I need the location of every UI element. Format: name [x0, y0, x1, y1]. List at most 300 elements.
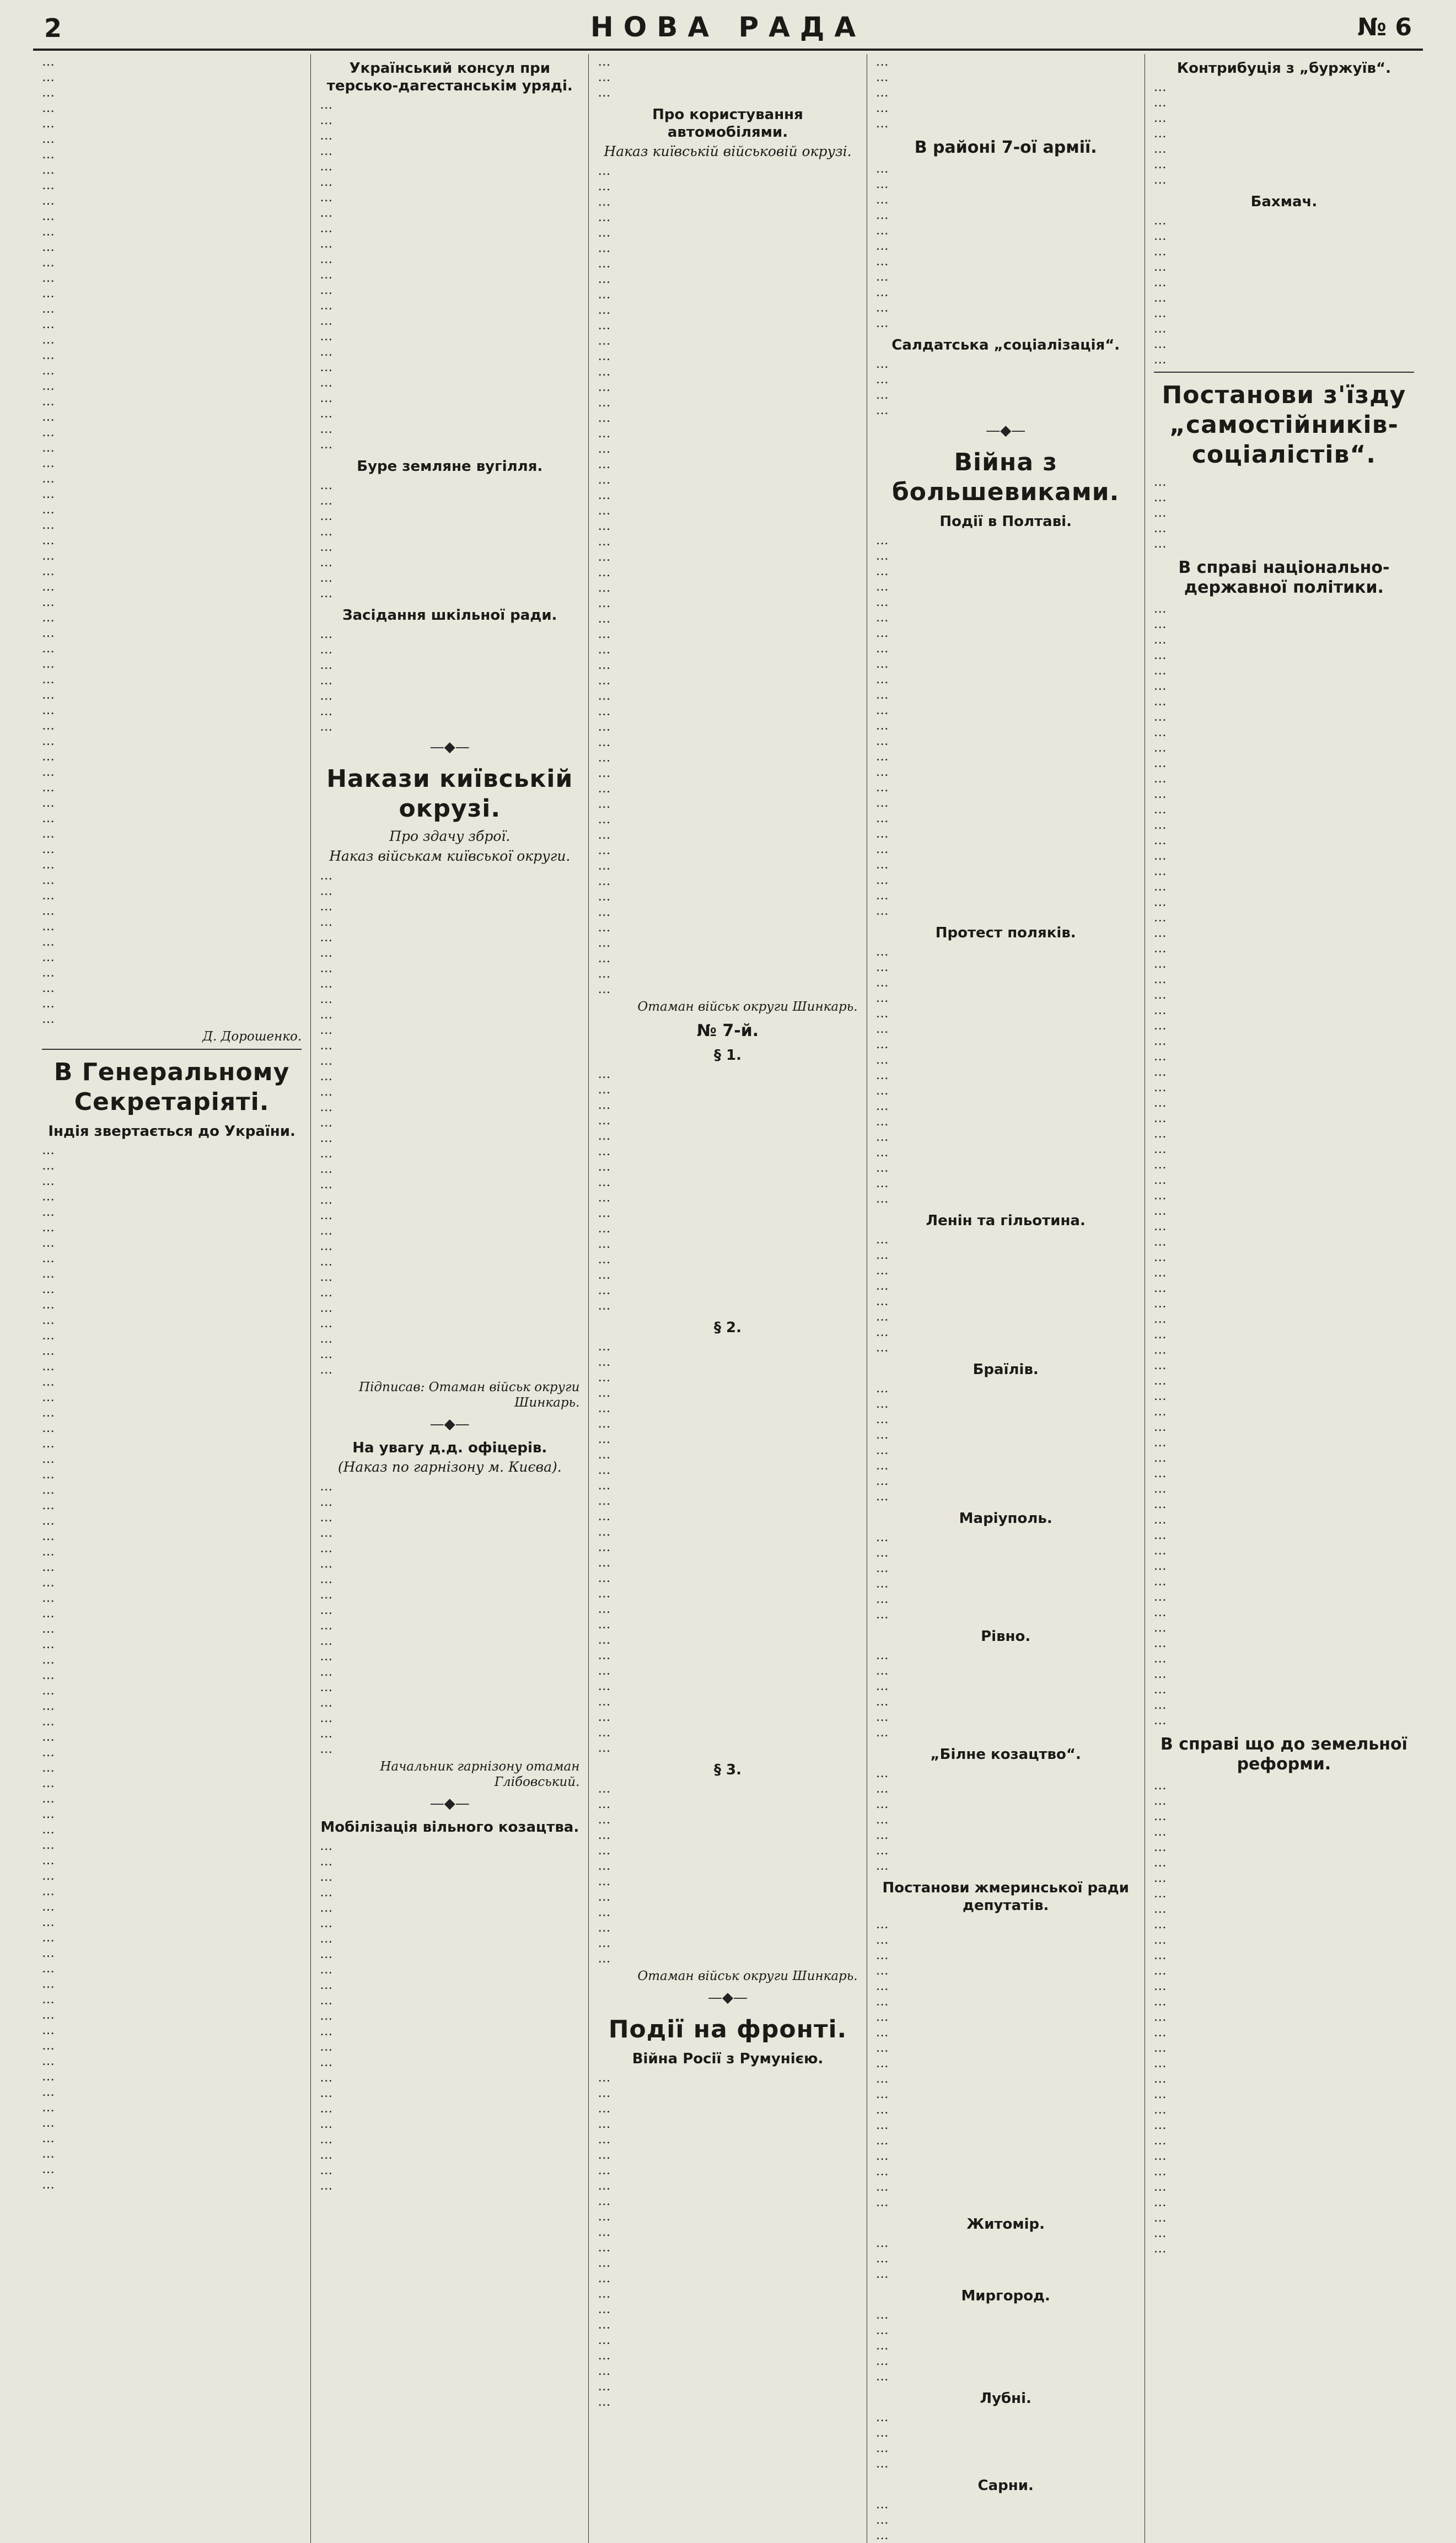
text-line: … — [42, 1869, 55, 1883]
text-line: … — [875, 1782, 889, 1796]
text-line: … — [875, 372, 889, 387]
text-line: … — [875, 1766, 889, 1780]
text-line: … — [598, 2271, 611, 2286]
text-line: … — [42, 116, 55, 131]
text-line: … — [875, 2456, 889, 2471]
text-line: … — [598, 2101, 611, 2116]
text-line: … — [598, 1725, 611, 1740]
text-line: … — [875, 1325, 889, 1339]
text-line: … — [1153, 1466, 1167, 1480]
text-line: … — [875, 703, 889, 717]
text-line: … — [42, 1653, 55, 1667]
text-line: … — [42, 734, 55, 748]
text-line: … — [1153, 1096, 1167, 1110]
text-line: … — [320, 1978, 333, 1992]
text-line: … — [875, 192, 889, 207]
text-line: … — [875, 1099, 889, 1113]
text-line: … — [320, 642, 333, 657]
text-line: … — [875, 1933, 889, 1947]
text-line: … — [42, 1544, 55, 1559]
text-line: … — [875, 403, 889, 417]
text-line: … — [598, 2317, 611, 2332]
order-signature: Отаман військ округи Шинкарь. — [637, 1000, 858, 1014]
text-line: … — [1153, 1933, 1167, 1947]
text-line: … — [598, 1447, 611, 1462]
text-line: … — [42, 332, 55, 347]
text-line: … — [875, 285, 889, 299]
text-line: … — [875, 1083, 889, 1098]
text-line: … — [1153, 2056, 1167, 2070]
text-line: … — [42, 1730, 55, 1744]
text-line: … — [1153, 1963, 1167, 1978]
text-line: … — [598, 812, 611, 827]
text-line: … — [598, 256, 611, 271]
text-line: … — [1153, 771, 1167, 786]
text-line: … — [1153, 1142, 1167, 1156]
text-line: … — [875, 2426, 889, 2440]
order-note: Наказ київській військовій окрузі. — [604, 143, 852, 159]
text-line: … — [598, 797, 611, 811]
text-line: … — [598, 1268, 611, 1282]
text-line: … — [598, 1190, 611, 1205]
text-line: … — [875, 796, 889, 810]
text-line: … — [1153, 142, 1167, 156]
text-line: … — [320, 1839, 333, 1853]
article-text — [876, 944, 1136, 1206]
text-line: … — [1153, 1497, 1167, 1511]
text-line: … — [1153, 111, 1167, 125]
text-line: … — [875, 1428, 889, 1442]
text-line: … — [598, 457, 611, 471]
text-line: … — [1153, 1327, 1167, 1342]
text-line: … — [598, 1540, 611, 1554]
text-line: … — [1153, 229, 1167, 243]
text-line: … — [1153, 506, 1167, 520]
article-text — [876, 1648, 1136, 1740]
order-note: Наказ військам київської округи. — [329, 848, 571, 864]
text-line: … — [875, 1294, 889, 1308]
text-line: … — [320, 899, 333, 914]
text-line: … — [320, 2070, 333, 2085]
text-line: … — [42, 2023, 55, 2037]
text-line: … — [598, 1951, 611, 1966]
article-text — [876, 533, 1136, 919]
text-line: … — [42, 811, 55, 825]
text-line: … — [875, 223, 889, 238]
ornament-separator: —◆— — [429, 1416, 470, 1433]
text-line: … — [320, 509, 333, 523]
text-line: … — [875, 749, 889, 764]
text-line: … — [1153, 2072, 1167, 2086]
text-line: … — [598, 1890, 611, 1904]
text-line: … — [320, 237, 333, 251]
text-line: … — [1153, 1003, 1167, 1017]
text-line: … — [1153, 1018, 1167, 1033]
article-text — [1154, 213, 1414, 367]
text-line: … — [1153, 306, 1167, 320]
text-line: … — [42, 1267, 55, 1281]
text-line: … — [875, 2010, 889, 2024]
text-line: … — [875, 610, 889, 625]
text-line: … — [598, 1098, 611, 1112]
text-line: … — [875, 388, 889, 402]
text-line: … — [1153, 1235, 1167, 1249]
text-line: … — [42, 132, 55, 146]
text-line: … — [875, 873, 889, 887]
text-line: … — [875, 1725, 889, 1740]
ornament-separator: —◆— — [986, 422, 1026, 439]
text-line: … — [42, 1220, 55, 1235]
text-line: … — [875, 1710, 889, 1724]
text-line: … — [875, 904, 889, 918]
text-line: … — [875, 2308, 889, 2322]
text-line: … — [320, 1510, 333, 1525]
text-line: … — [42, 2054, 55, 2068]
text-line: … — [1153, 818, 1167, 832]
text-line: … — [1153, 126, 1167, 141]
text-line: … — [875, 580, 889, 594]
text-line: … — [1153, 2118, 1167, 2132]
text-line: … — [875, 1248, 889, 1262]
text-line: … — [875, 1679, 889, 1693]
text-line: … — [320, 2117, 333, 2131]
text-line: … — [42, 163, 55, 177]
text-line: … — [875, 254, 889, 269]
text-line: … — [598, 2225, 611, 2239]
text-line: … — [598, 550, 611, 564]
text-line: … — [598, 2333, 611, 2347]
text-line: … — [42, 425, 55, 439]
order-note: (Наказ по гарнізону м. Києва). — [337, 1459, 562, 1475]
text-line: … — [42, 718, 55, 733]
text-line: … — [1153, 787, 1167, 801]
text-line: … — [42, 2069, 55, 2084]
column-5 — [1145, 54, 1423, 2543]
text-line: … — [1153, 1126, 1167, 1141]
text-line: … — [598, 1843, 611, 1858]
text-line: … — [598, 2163, 611, 2177]
text-line: … — [320, 1603, 333, 1617]
text-line: … — [42, 1158, 55, 1173]
article-text — [876, 2235, 1136, 2282]
text-line: … — [1153, 679, 1167, 693]
text-line: … — [1153, 1451, 1167, 1465]
text-line: … — [320, 252, 333, 266]
article-heading: Лубні. — [980, 2390, 1031, 2407]
text-line: … — [598, 581, 611, 595]
text-line: … — [875, 765, 889, 779]
text-line: … — [875, 2180, 889, 2194]
text-line: … — [598, 2132, 611, 2147]
text-line: … — [1153, 741, 1167, 755]
text-line: … — [320, 206, 333, 220]
text-line: … — [1153, 2180, 1167, 2194]
text-line: … — [320, 1541, 333, 1555]
text-line: … — [320, 868, 333, 883]
text-line: … — [1153, 602, 1167, 616]
text-line: … — [875, 2195, 889, 2209]
text-line: … — [875, 85, 889, 100]
text-line: … — [1153, 2025, 1167, 2040]
text-line: … — [875, 270, 889, 284]
text-line: … — [42, 842, 55, 856]
text-line: … — [1153, 260, 1167, 274]
text-line: … — [42, 1189, 55, 1204]
text-line: … — [1153, 2164, 1167, 2179]
text-line: … — [1153, 663, 1167, 678]
text-line: … — [875, 1592, 889, 1606]
text-line: … — [320, 1711, 333, 1725]
text-line: … — [1153, 1979, 1167, 1993]
text-line: … — [42, 302, 55, 316]
text-line: … — [320, 2101, 333, 2116]
text-line: … — [598, 2348, 611, 2363]
text-line: … — [1153, 802, 1167, 817]
text-line: … — [320, 524, 333, 539]
text-line: … — [320, 1100, 333, 1114]
text-line: … — [875, 55, 889, 69]
text-line: … — [875, 1859, 889, 1873]
text-line: … — [42, 317, 55, 331]
text-line: … — [42, 410, 55, 424]
text-line: … — [1153, 1111, 1167, 1125]
text-line: … — [875, 301, 889, 315]
text-line: … — [1153, 1420, 1167, 1434]
text-line: … — [598, 503, 611, 518]
text-line: … — [320, 1069, 333, 1083]
text-line: … — [875, 1843, 889, 1858]
text-line: … — [875, 1797, 889, 1811]
text-line: … — [42, 224, 55, 239]
text-line: … — [42, 657, 55, 671]
text-line: … — [598, 1417, 611, 1431]
text-line: … — [598, 874, 611, 888]
text-line: … — [598, 2256, 611, 2270]
ornament-separator: —◆— — [707, 1989, 748, 2006]
text-line: … — [598, 1710, 611, 1724]
text-line: … — [1153, 1404, 1167, 1419]
text-line: … — [320, 930, 333, 945]
text-line: … — [42, 873, 55, 887]
text-line: … — [320, 1649, 333, 1664]
text-line: … — [42, 996, 55, 1011]
text-line: … — [1153, 849, 1167, 863]
text-line: … — [42, 1930, 55, 1945]
text-line: … — [1153, 157, 1167, 171]
text-line: … — [875, 688, 889, 702]
text-line: … — [1153, 910, 1167, 925]
text-line: … — [1153, 1855, 1167, 1870]
text-line: … — [42, 1699, 55, 1713]
text-line: … — [42, 487, 55, 501]
text-line: … — [875, 2528, 889, 2542]
text-line: … — [320, 2148, 333, 2162]
text-line: … — [320, 1162, 333, 1176]
text-line: … — [320, 1224, 333, 1238]
text-line: … — [598, 720, 611, 734]
text-line: … — [320, 884, 333, 898]
text-line: … — [598, 1509, 611, 1523]
text-line: … — [598, 1432, 611, 1446]
column-1 — [33, 54, 311, 2543]
text-line: … — [320, 977, 333, 991]
text-line: … — [1153, 2133, 1167, 2148]
text-line: … — [598, 1129, 611, 1143]
text-line: … — [598, 55, 611, 69]
text-line: … — [320, 961, 333, 975]
text-line: … — [875, 2354, 889, 2368]
text-line: … — [1153, 1917, 1167, 1932]
text-line: … — [1153, 957, 1167, 971]
text-line: … — [1153, 1809, 1167, 1823]
text-line: … — [598, 442, 611, 456]
text-line: … — [875, 1381, 889, 1396]
text-line: … — [320, 128, 333, 143]
text-line: … — [42, 1143, 55, 1157]
text-line: … — [320, 915, 333, 929]
text-line: … — [320, 2055, 333, 2069]
text-line: … — [875, 1279, 889, 1293]
text-line: … — [42, 626, 55, 640]
text-line: … — [42, 1174, 55, 1188]
text-line: … — [320, 1177, 333, 1192]
text-line: … — [320, 360, 333, 374]
text-line: … — [1153, 1173, 1167, 1187]
text-line: … — [42, 1375, 55, 1389]
article-text — [42, 54, 302, 1027]
text-line: … — [320, 540, 333, 554]
text-line: … — [1153, 1605, 1167, 1619]
article-heading: Сарни. — [977, 2477, 1034, 2494]
text-line: … — [598, 395, 611, 410]
article-text — [598, 54, 857, 100]
text-line: … — [875, 718, 889, 733]
text-line: … — [42, 1961, 55, 1976]
text-line: … — [1153, 1713, 1167, 1727]
text-line: … — [875, 70, 889, 84]
text-line: … — [42, 1483, 55, 1497]
text-line: … — [320, 113, 333, 127]
text-line: … — [875, 2369, 889, 2384]
text-line: … — [1153, 1698, 1167, 1712]
text-line: … — [320, 2179, 333, 2193]
text-line: … — [598, 2379, 611, 2394]
text-line: … — [42, 1390, 55, 1404]
article-text — [876, 161, 1136, 331]
text-line: … — [42, 703, 55, 717]
text-line: … — [42, 2147, 55, 2161]
text-line: … — [1153, 490, 1167, 505]
text-line: … — [1153, 833, 1167, 847]
text-line: … — [875, 316, 889, 330]
text-line: … — [875, 2056, 889, 2070]
text-line: … — [598, 1355, 611, 1369]
text-line: … — [1153, 2149, 1167, 2163]
text-line: … — [1153, 291, 1167, 305]
text-line: … — [1153, 879, 1167, 894]
text-line: … — [320, 1270, 333, 1284]
text-line: … — [598, 2240, 611, 2255]
text-line: … — [1153, 725, 1167, 739]
text-line: … — [598, 1694, 611, 1709]
article-heading: Салдатська „соціалізація“. — [891, 337, 1120, 353]
text-line: … — [875, 2149, 889, 2163]
text-line: … — [598, 750, 611, 765]
text-line: … — [598, 1555, 611, 1570]
text-line: … — [1153, 1065, 1167, 1079]
section-number: § 2. — [713, 1319, 742, 1336]
article-text — [876, 54, 1136, 131]
text-line: … — [42, 1328, 55, 1343]
article-heading: Житомір. — [966, 2216, 1045, 2233]
text-line: … — [320, 1347, 333, 1361]
article-heading: Постанови жмеринської ради депутатів. — [882, 1880, 1129, 1914]
text-line: … — [598, 519, 611, 533]
text-line: … — [598, 1401, 611, 1415]
text-line: … — [598, 1082, 611, 1097]
text-line: … — [320, 1316, 333, 1330]
article-text — [320, 1838, 579, 2193]
text-line: … — [42, 2008, 55, 2022]
text-line: … — [320, 689, 333, 703]
article-text — [876, 2497, 1136, 2543]
text-line: … — [598, 920, 611, 935]
text-line: … — [42, 1344, 55, 1358]
text-line: … — [598, 70, 611, 84]
text-line: … — [42, 935, 55, 949]
text-line: … — [1153, 2041, 1167, 2055]
section-subheading: В справі що до земельної реформи. — [1160, 1735, 1407, 1774]
text-line: … — [1153, 895, 1167, 909]
text-line: … — [875, 626, 889, 640]
text-line: … — [598, 179, 611, 194]
text-line: … — [1153, 1435, 1167, 1450]
text-line: … — [598, 1797, 611, 1811]
text-line: … — [320, 2040, 333, 2054]
text-line: … — [598, 596, 611, 610]
text-line: … — [1153, 1825, 1167, 1839]
text-line: … — [320, 329, 333, 344]
article-text — [320, 478, 579, 601]
order-number: № 7-й. — [696, 1021, 759, 1040]
text-line: … — [1153, 1482, 1167, 1496]
text-line: … — [320, 992, 333, 1006]
text-line: … — [598, 611, 611, 626]
article-text — [320, 97, 579, 452]
text-line: … — [598, 364, 611, 379]
section-heading: Постанови з'їзду „самостійників-соціалістів“. — [1162, 381, 1406, 469]
text-line: … — [42, 394, 55, 409]
text-line: … — [875, 2102, 889, 2117]
text-line: … — [875, 2410, 889, 2424]
text-line: … — [42, 1514, 55, 1528]
text-line: … — [598, 859, 611, 873]
text-line: … — [320, 1993, 333, 2008]
text-line: … — [42, 70, 55, 84]
text-line: … — [875, 1053, 889, 1067]
columns — [33, 54, 1423, 2542]
text-line: … — [320, 345, 333, 359]
text-line: … — [1153, 1994, 1167, 2009]
article-text — [876, 1232, 1136, 1355]
text-line: … — [598, 1920, 611, 1935]
text-line: … — [42, 1668, 55, 1682]
article-text — [876, 356, 1136, 418]
text-line: … — [320, 422, 333, 436]
text-line: … — [320, 1362, 333, 1377]
text-line: … — [875, 1458, 889, 1473]
newspaper-title: НОВА РАДА — [590, 11, 866, 43]
